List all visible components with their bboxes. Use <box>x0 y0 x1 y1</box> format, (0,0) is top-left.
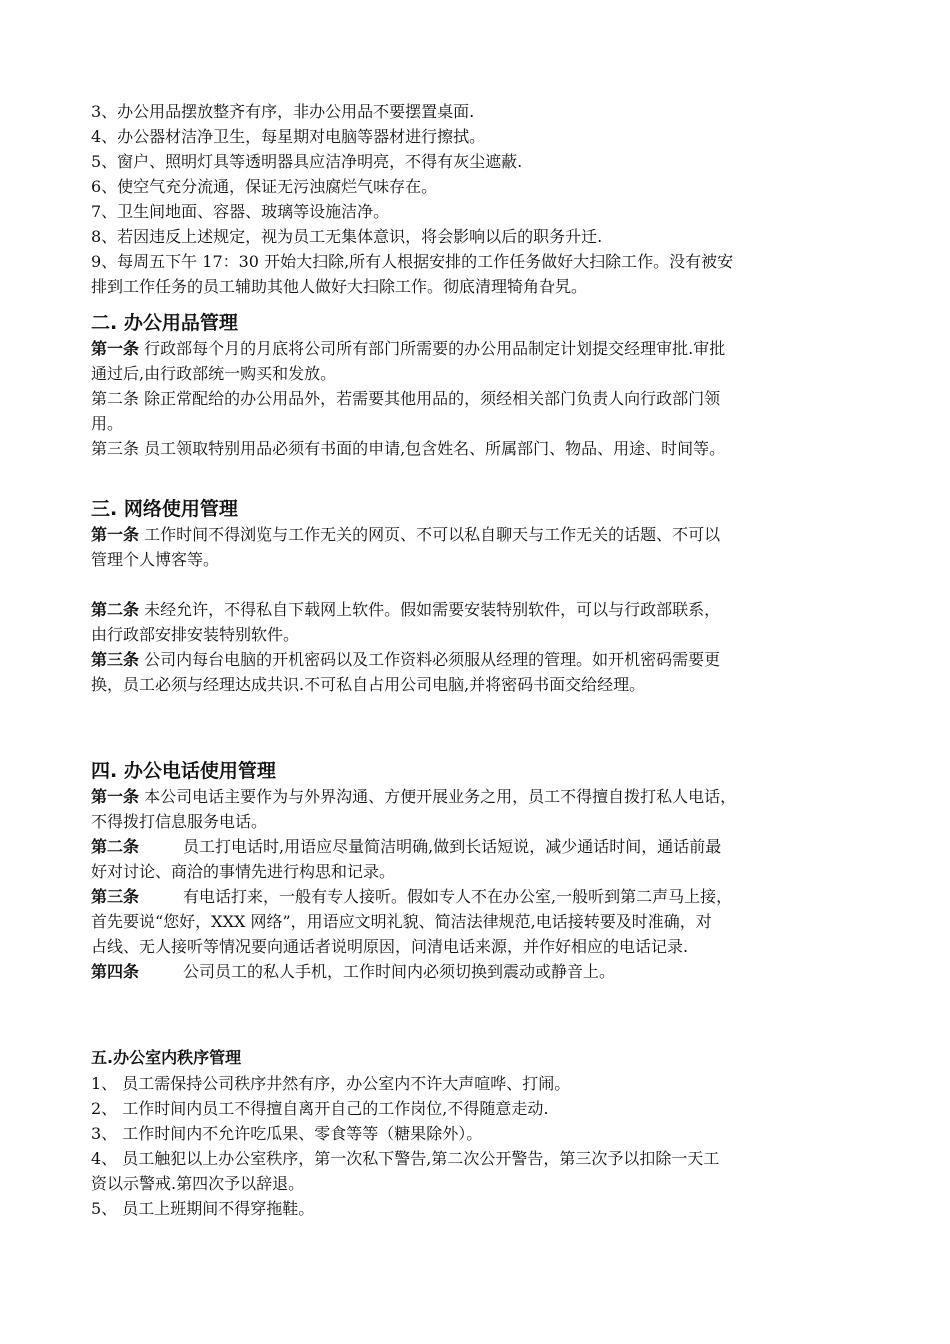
article-3-line3: 占线、无人接听等情况要向通话者说明原因，问清电话来源，并作好相应的电话记录. <box>91 937 689 956</box>
article-1-line1 <box>91 337 725 361</box>
order-item-2: 2、 工作时间内员工不得擅自离开自己的工作岗位,不得随意走动. <box>91 1099 549 1118</box>
article-text: 工作时间不得浏览与工作无关的网页、不可以私自聊天与工作无关的话题、不可以 <box>144 525 721 544</box>
rule-item-8: 8、若因违反上述规定，视为员工无集体意识，将会影响以后的职务升迁. <box>91 227 603 246</box>
article-label: 第二条 <box>91 600 140 619</box>
article-text: 公司员工的私人手机，工作时间内必须切换到震动或静音上。 <box>183 962 616 981</box>
article-2-line1 <box>91 835 721 859</box>
article-3-line1 <box>91 648 720 672</box>
article-label: 第二条 <box>91 837 140 856</box>
article-1-line1 <box>91 523 720 547</box>
rule-item-5: 5、窗户、照明灯具等透明器具应洁净明亮，不得有灰尘遮蔽. <box>91 152 523 171</box>
article-label: 第一条 <box>91 787 140 806</box>
article-2-line1: 第二条 除正常配给的办公用品外，若需要其他用品的，须经相关部门负责人向行政部门领 <box>91 389 721 408</box>
article-1-line2: 通过后,由行政部统一购买和发放。 <box>91 364 337 383</box>
article-text: 本公司电话主要作为与外界沟通、方便开展业务之用，员工不得擅自拨打私人电话， <box>144 787 737 806</box>
article-4-line1 <box>91 960 615 984</box>
order-item-4-line1: 4、 员工触犯以上办公室秩序，第一次私下警告,第二次公开警告，第三次予以扣除一天工 <box>91 1149 720 1168</box>
order-item-3: 3、 工作时间内不允许吃瓜果、零食等等（糖果除外）。 <box>91 1124 483 1143</box>
article-2-line2: 用。 <box>91 414 124 433</box>
article-label: 第一条 <box>91 525 140 544</box>
section-heading-office-phone: 四. 办公电话使用管理 <box>91 760 276 782</box>
article-3-line1: 第三条 员工领取特别用品必须有书面的申请,包含姓名、所属部门、物品、用途、时间等。 <box>91 439 726 458</box>
rule-item-9-line2: 排到工作任务的员工辅助其他人做好大扫除工作。彻底清理犄角旮旯。 <box>91 277 588 296</box>
rule-item-6: 6、使空气充分流通，保证无污浊腐烂气味存在。 <box>91 177 438 196</box>
article-text: 有电话打来，一般有专人接听。假如专人不在办公室,一般听到第二声马上接， <box>183 887 733 906</box>
article-text: 行政部每个月的月底将公司所有部门所需要的办公用品制定计划提交经理审批.审批 <box>144 339 726 358</box>
article-2-line2: 由行政部安排安装特别软件。 <box>91 625 300 644</box>
article-label: 第三条 <box>91 650 140 669</box>
article-1-line2: 管理个人博客等。 <box>91 550 220 569</box>
article-3-line2: 换，员工必须与经理达成共识.不可私自占用公司电脑,并将密码书面交给经理。 <box>91 675 646 694</box>
article-1-line2: 不得拨打信息服务电话。 <box>91 812 268 831</box>
article-text: 员工打电话时,用语应尽量简洁明确,做到长话短说，减少通话时间，通话前最 <box>183 837 722 856</box>
order-item-4-line2: 资以示警戒.第四次予以辞退。 <box>91 1174 305 1193</box>
article-label: 第四条 <box>91 962 140 981</box>
article-label: 第三条 <box>91 887 140 906</box>
article-text: 公司内每台电脑的开机密码以及工作资料必须服从经理的管理。如开机密码需要更 <box>144 650 721 669</box>
section-heading-network-use: 三. 网络使用管理 <box>91 498 238 520</box>
rule-item-3: 3、办公用品摆放整齐有序，非办公用品不要摆置桌面. <box>91 102 475 121</box>
article-text: 未经允许，不得私自下载网上软件。假如需要安装特别软件，可以与行政部联系， <box>144 600 721 619</box>
section-heading-office-order: 五.办公室内秩序管理 <box>91 1048 242 1067</box>
order-item-1: 1、 员工需保持公司秩序井然有序，办公室内不许大声喧哗、打闹。 <box>91 1074 571 1093</box>
rule-item-4: 4、办公器材洁净卫生，每星期对电脑等器材进行擦拭。 <box>91 127 486 146</box>
section-heading-office-supplies: 二. 办公用品管理 <box>91 312 238 334</box>
order-item-5: 5、 员工上班期间不得穿拖鞋。 <box>91 1199 315 1218</box>
article-2-line2: 好对讨论、商洽的事情先进行构思和记录。 <box>91 862 396 881</box>
rule-item-9-line1: 9、每周五下午 17：30 开始大扫除,所有人根据安排的工作任务做好大扫除工作。没有被安 <box>91 252 734 271</box>
article-3-line2: 首先要说“您好，XXX 网络”，用语应文明礼貌、简洁法律规范,电话接转要及时准确，对 <box>91 912 712 931</box>
article-label: 第一条 <box>91 339 140 358</box>
rule-item-7: 7、卫生间地面、容器、玻璃等设施洁净。 <box>91 202 390 221</box>
article-1-line1 <box>91 785 736 809</box>
article-3-line1 <box>91 885 732 909</box>
article-2-line1 <box>91 598 720 622</box>
